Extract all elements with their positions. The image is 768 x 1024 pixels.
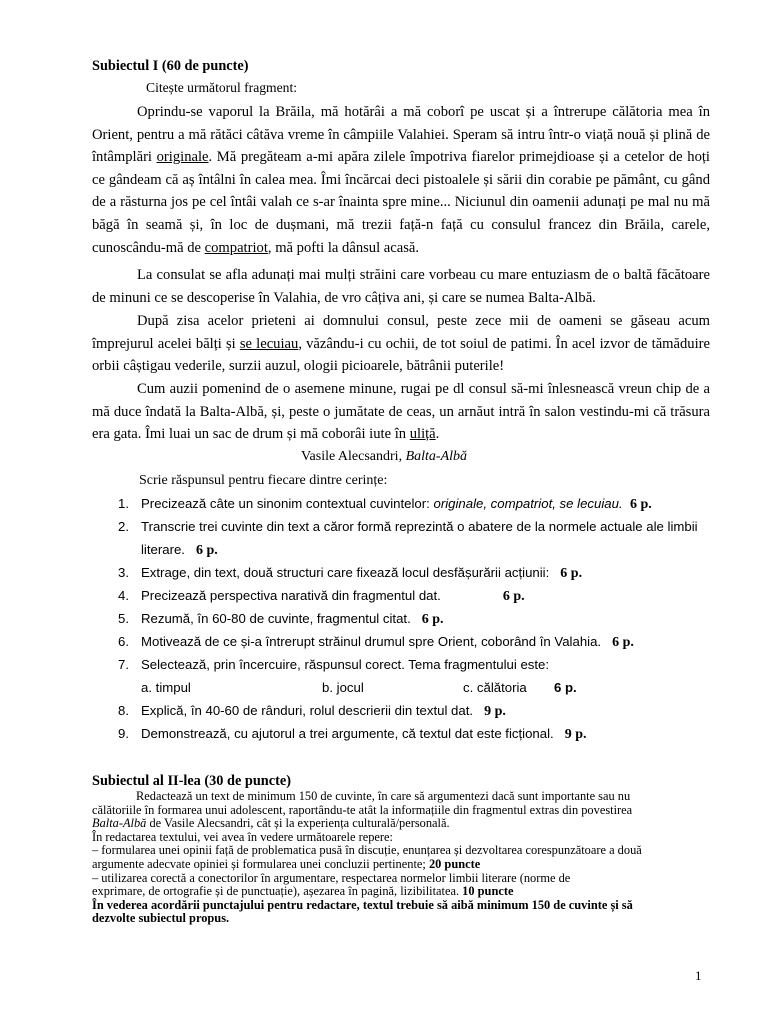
question-2-continued: literare. 6 p. bbox=[141, 542, 218, 558]
question-2: 2. Transcrie trei cuvinte din text a căror formă reprezintă o abatere de la normele actuale ale limbii bbox=[118, 519, 698, 534]
question-5: 5. Rezumă, în 60-80 de cuvinte, fragmentul citat. 6 p. bbox=[118, 611, 444, 627]
fragment-source: Vasile Alecsandri, Balta-Albă bbox=[300, 449, 468, 464]
question-6: 6. Motivează de ce și-a întrerupt străinul drumul spre Orient, coborând în Valahia. 6 p. bbox=[118, 634, 634, 650]
option-b[interactable]: b. jocul bbox=[322, 680, 364, 695]
section1-heading: Subiectul I (60 de puncte) bbox=[92, 58, 249, 74]
question-1: 1. Precizează câte un sinonim contextual cuvintelor: originale, compatriot, se lecuiau. 6 p. bbox=[118, 496, 652, 512]
questions-instruction: Scrie răspunsul pentru fiecare dintre cerințe: bbox=[139, 473, 388, 488]
fragment-paragraph-2: La consulat se afla adunați mai mulți străini care vorbeau cu mare entuziasm de o baltă făcătoare de minuni ce se descoperise în Valahia, de vro câțiva ani, și care se numea Balta-Albă. bbox=[92, 267, 710, 306]
section2-heading: Subiectul al II-lea (30 de puncte) bbox=[92, 773, 291, 789]
fragment-paragraph-4: Cum auzii pomenind de o asemene minune, rugai pe dl consul să-mi înlesnească vreun chip de a mă duce îndată la Balta-Albă, și, peste o jumătate de ceas, un arnăut intră în salon vestindu-mi că trăsura era gata. Îmi luai un sac de drum și mă coborâi iute în uliță. bbox=[92, 381, 710, 443]
question-7-options bbox=[0, 680, 768, 700]
page-number: 1 bbox=[695, 968, 702, 983]
section2-body: Redactează un text de minimum 150 de cuvinte, în care să argumentezi dacă sunt importante sau nu călătoriile în formarea unui adolescent, raportându-te atât la informațiile din fragmentul extras din povestirea Balta-Albă de Vasile Alecsandri, cât și la experiența culturală/personală. În redactarea textului, vei avea în vedere următoarele repere: – formularea unei opinii față de problematica pusă în discuție, enunțarea și dezvoltarea corespunzătoare a două argumente adecvate opiniei și formularea unei concluzii pertinente; 20 puncte – utilizarea corectă a conectorilor în argumentare, respectarea normelor limbii literare (norme de exprimare, de ortografie și de punctuație), așezarea în pagină, lizibilitatea. 10 puncte În vederea acordării punctajului pentru redactare, textul trebuie să aibă minimum 150 de cuvinte și să dezvolte subiectul propus. bbox=[92, 789, 642, 926]
option-a[interactable]: a. timpul bbox=[141, 680, 191, 695]
underlined-word-se-lecuiau: se lecuiau bbox=[239, 335, 299, 352]
underlined-word-originale: originale bbox=[156, 149, 209, 166]
question-4: 4. Precizează perspectiva narativă din fragmentul dat. 6 p. bbox=[118, 588, 525, 604]
underlined-word-ulita: uliță bbox=[409, 426, 436, 443]
section1-intro: Citește următorul fragment: bbox=[146, 80, 297, 95]
question-3: 3. Extrage, din text, două structuri care fixează locul desfășurării acțiunii: 6 p. bbox=[118, 565, 583, 581]
question-8: 8. Explică, în 40-60 de rânduri, rolul descrierii din textul dat. 9 p. bbox=[118, 703, 506, 719]
question-7: 7. Selectează, prin încercuire, răspunsul corect. Tema fragmentului este: bbox=[118, 657, 550, 672]
question-9: 9. Demonstrează, cu ajutorul a trei argumente, că textul dat este ficțional. 9 p. bbox=[118, 726, 587, 742]
fragment-paragraph-3: După zisa acelor prieteni ai domnului consul, peste zece mii de oameni se găseau acum împrejurul acelei bălți și se lecuiau, văzându-i cu ochii, de tot soiul de patimi. În acel izvor de tămăduire orbii câștigau vederile, surzii auzul, ologii picioarele, bătrânii puterile! bbox=[92, 313, 710, 375]
underlined-word-compatriot: compatriot bbox=[204, 239, 268, 256]
fragment-paragraph-1: Oprindu-se vaporul la Brăila, mă hotărâi a mă coborî pe uscat și a întrerupe călătoria mea în Orient, pentru a mă rătăci câtăva vreme în câmpiile Valahiei. Speram să intru într-o viață nouă și plină de întâmplări originale. Mă pregăteam a-mi apăra zilele împotriva fiarelor primejdioase și a cetelor de hoți ce gândeam că aș întâlni în calea mea. Îmi încărcai deci pistoalele și sării din corabie pe pământ, cu gând de a răsturna jos pe cel întâi valah ce s-ar înainta spre mine... Niciunul din oamenii adunați pe mal nu mă băgă în seamă și, în loc de dușmani, mă trezii față-n față cu consulul francez din Brăila, carele, cunoscându-mă de compatriot, mă pofti la dânsul acasă. bbox=[92, 104, 710, 256]
question-7-points: 6 p. bbox=[554, 680, 577, 695]
option-c[interactable]: c. călătoria bbox=[463, 680, 527, 695]
